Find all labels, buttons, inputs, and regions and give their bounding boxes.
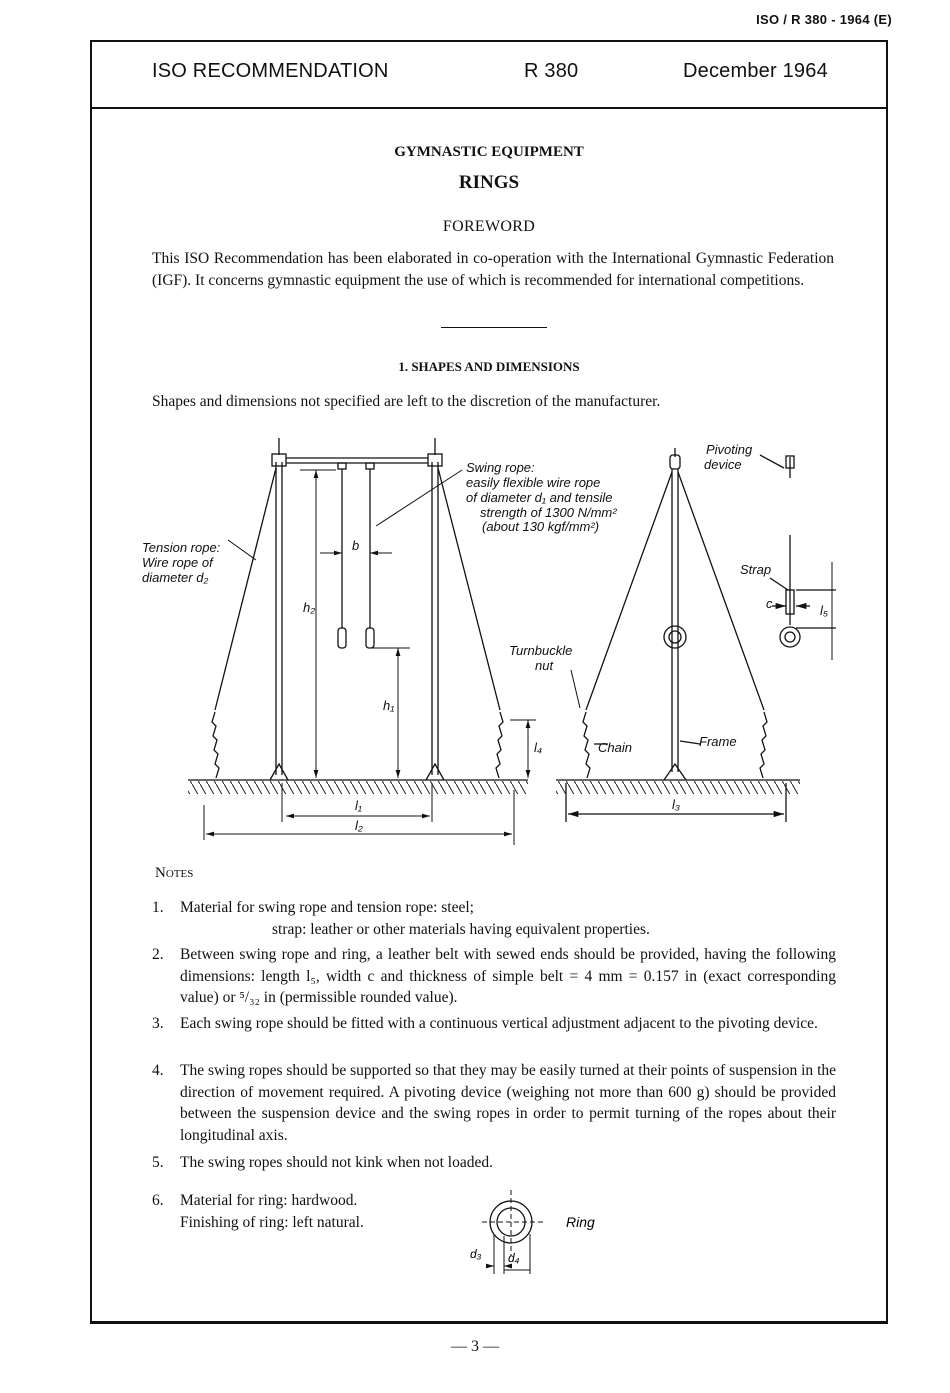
note-text: Material for swing rope and tension rope: steel; [180,899,474,916]
subject-heading: GYMNASTIC EQUIPMENT [394,144,584,160]
note-text: Material for ring: hardwood. [180,1192,358,1209]
chain-label: Chain [598,740,632,755]
section-text: Shapes and dimensions not specified are left to the discretion of the manufacturer. [152,393,661,410]
note-number: 1. [152,899,164,916]
note-5 [152,1152,836,1174]
note-text: Each swing rope should be fitted with a continuous vertical adjustment adjacent to the pivoting device. [180,1015,818,1032]
header-date: December 1964 [683,60,828,82]
note-4 [152,1060,836,1146]
tension-rope-label-2: Wire rope of [142,555,213,570]
note-text: The swing ropes should be supported so that they may be easily turned at their points of suspension in the direction of movement required. A pivoting device (weighing not more than 600 g) should be provided between the suspension device and the swing ropes in order to permit turning of the ropes about their longitudinal axis. [180,1062,836,1144]
dim-h2: h₂ [303,600,316,615]
document-id: ISO / R 380 - 1964 (E) [756,12,892,27]
header-rule [90,107,888,109]
note-number: 6. [152,1192,164,1209]
rings-diagram [0,430,950,850]
swing-rope-label-5: (about 130 kgf/mm²) [482,519,600,534]
dim-b: b [352,538,360,553]
frame-posts [270,438,444,780]
dim-l4: l₄ [534,740,543,755]
swing-rope-label-2: easily flexible wire rope [466,475,601,490]
note-1 [152,897,836,940]
tension-rope-label-1: Tension rope: [142,540,221,555]
note-subtext: strap: leather or other materials having equivalent properties. [272,920,650,938]
note-number: 4. [152,1062,164,1079]
note-text: Between swing rope and ring, a leather belt with sewed ends should be provided, having the following dimensions: length l₅, width c and thickness of simple belt = 4 mm = 0.157 in (exact corresponding value) or ⁵/₃₂ in (permissible rounded value). [180,946,836,1006]
dim-l1: l₁ [355,798,362,813]
dim-l2: l₂ [355,818,363,833]
ground-left [188,780,528,794]
ring-d4: d₄ [508,1251,520,1265]
dim-c: c [766,596,773,611]
ring-d3: d₃ [470,1247,482,1261]
swing-rope-label-1: Swing rope: [466,460,535,475]
dim-h1: h₁ [383,698,395,713]
note-number: 2. [152,946,164,963]
note-6 [152,1190,452,1233]
page-title: RINGS [458,172,520,193]
dim-l3: l₃ [672,797,681,812]
note-number: 3. [152,1015,164,1032]
tension-ropes [212,468,503,778]
note-2 [152,944,836,1009]
separator-rule [441,327,547,328]
tension-rope-label-3: diameter d₂ [142,570,209,585]
note-text: Finishing of ring: left natural. [180,1213,364,1231]
foreword-heading: FOREWORD [442,218,536,235]
ring-label: Ring [566,1214,595,1230]
swing-ropes [338,463,374,648]
dim-l5: l₅ [820,603,829,618]
foreword-text: This ISO Recommendation has been elaborated in co-operation with the International Gymnastic Federation (IGF). It concerns gymnastic equipment the use of which is recommended for international competitions. [152,250,834,289]
pivoting-label-2: device [704,457,742,472]
turnbuckle-label-1: Turnbuckle [509,643,573,658]
turnbuckle-label-2: nut [535,658,554,673]
ring-cross-section [460,1186,620,1282]
notes-heading: Notes [155,865,194,881]
page-number: — 3 — [451,1338,499,1355]
frame-label: Frame [699,734,737,749]
header-number: R 380 [524,60,579,82]
ring-detail [760,455,836,660]
header-title: ISO RECOMMENDATION [152,60,389,82]
note-text: The swing ropes should not kink when not loaded. [180,1154,493,1171]
note-3 [152,1013,836,1035]
note-number: 5. [152,1154,164,1171]
swing-rope-label-4: strength of 1300 N/mm² [480,505,617,520]
section-heading: 1. SHAPES AND DIMENSIONS [398,359,580,374]
pivoting-label-1: Pivoting [706,442,753,457]
swing-rope-label-3: of diameter d₁ and tensile [466,490,613,505]
strap-label: Strap [740,562,772,577]
ground-right [556,780,800,794]
